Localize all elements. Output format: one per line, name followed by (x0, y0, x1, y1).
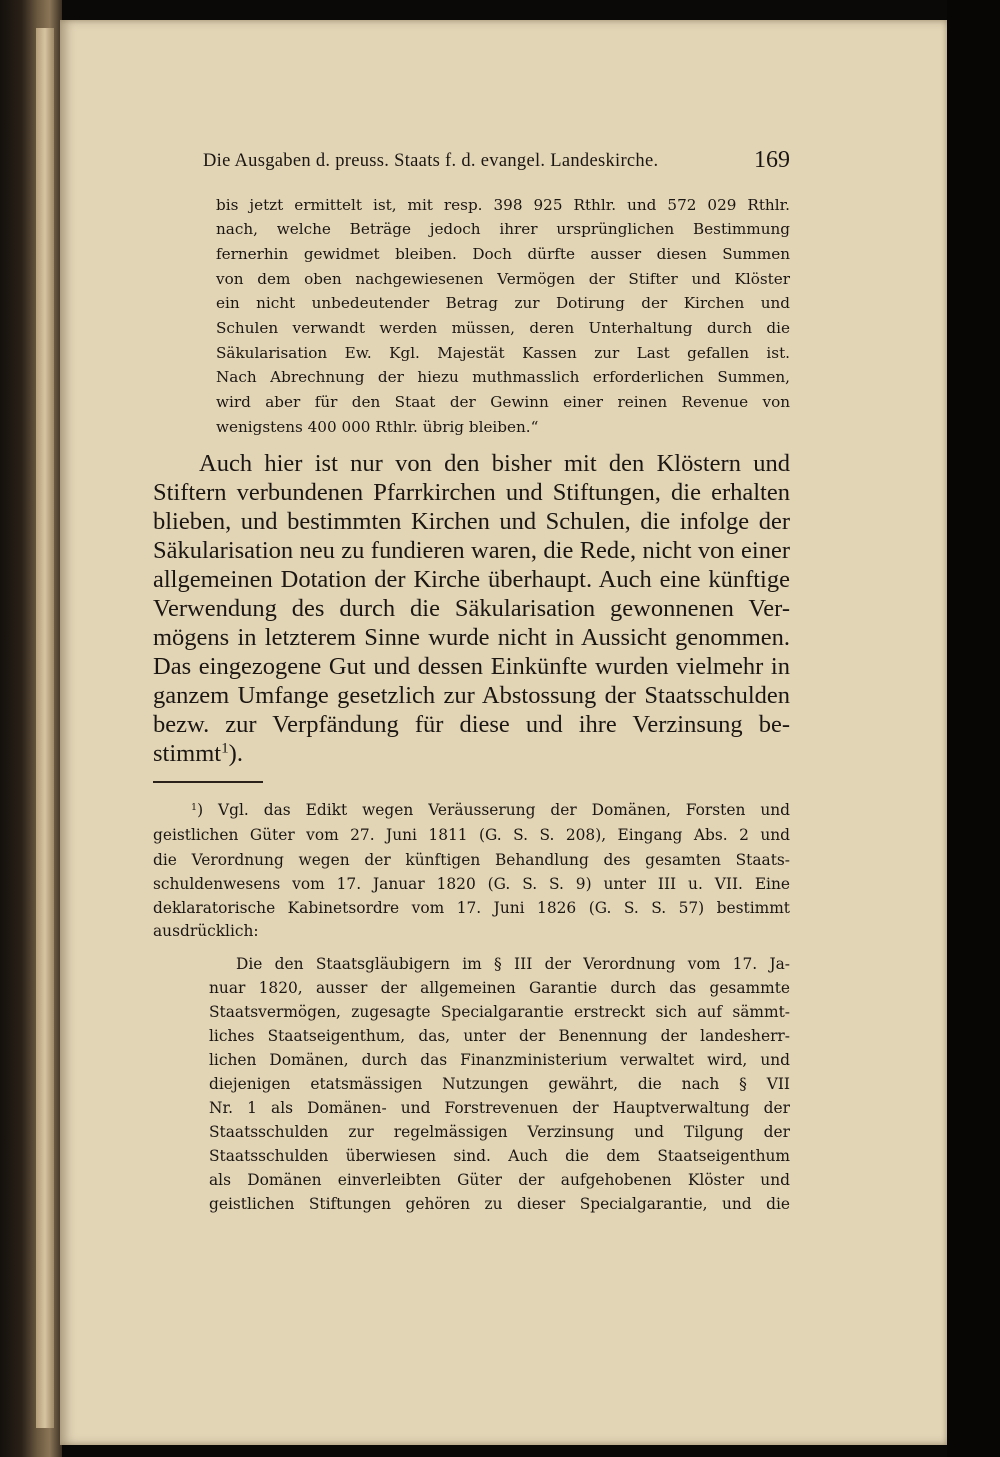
footnote-quote-text: Staatsvermögen, zugesagte Specialgarantie erstreckt sich auf sämmt- (209, 1003, 790, 1021)
body-line-text: ganzem Umfange gesetzlich zur Abstossung der Staatsschulden (153, 682, 790, 709)
footnote-quote-line (236, 955, 790, 973)
previous-page-edge (36, 28, 54, 1428)
quote-line (216, 393, 790, 411)
footnote-quote-text: geistlichen Stiftungen gehören zu dieser Specialgarantie, und die (209, 1195, 790, 1213)
body-line-text: allgemeinen Dotation der Kirche überhaupt. Auch eine künftige (153, 566, 790, 593)
footnote-quote-line (209, 1147, 790, 1165)
quote-line (216, 196, 790, 214)
footnote-line-text: ) Vgl. das Edikt wegen Veräusserung der Domänen, Forsten und (197, 801, 790, 819)
body-line (153, 595, 790, 623)
quote-line (216, 294, 790, 312)
footnote-separator (153, 781, 263, 783)
body-line-text: blieben, und bestimmten Kirchen und Schulen, die infolge der (153, 508, 790, 535)
footnote-quote-line (209, 1099, 790, 1117)
body-line (153, 653, 790, 681)
quote-line-text: von dem oben nachgewiesenen Vermögen der Stifter und Klöster (216, 270, 790, 288)
body-line-text: stimmt (153, 740, 222, 767)
footnote-quote-line (209, 979, 790, 997)
footnote-quote-text: nuar 1820, ausser der allgemeinen Garantie durch das gesammte (209, 979, 790, 997)
footnote-quote-line (209, 1027, 790, 1045)
footnote-quote-text: lichen Domänen, durch das Finanzministerium verwaltet wird, und (209, 1051, 790, 1069)
body-line (153, 711, 790, 739)
footnote-line (153, 851, 790, 869)
quote-line-text: Nach Abrechnung der hiezu muthmasslich erforderlichen Summen, (216, 368, 790, 386)
body-line (153, 624, 790, 652)
footnote-quote-text: Die den Staatsgläubigern im § III der Verordnung vom 17. Ja- (236, 955, 790, 973)
footnote-quote-line (209, 1051, 790, 1069)
footnote-quote-text: als Domänen einverleibten Güter der aufgehobenen Klöster und (209, 1171, 790, 1189)
footnote-line (153, 922, 259, 940)
quote-line-text: bis jetzt ermittelt ist, mit resp. 398 925 Rthlr. und 572 029 Rthlr. (216, 196, 790, 214)
quote-line-text: wenigstens 400 000 Rthlr. übrig bleiben.“ (216, 418, 539, 436)
body-line-text: Das eingezogene Gut und dessen Einkünfte wurden vielmehr in (153, 653, 790, 680)
quote-line (216, 368, 790, 386)
quote-line (216, 319, 790, 337)
body-line-text: bezw. zur Verpfändung für diese und ihre Verzinsung be- (153, 711, 790, 738)
page-number: 169 (754, 147, 790, 173)
running-title: Die Ausgaben d. preuss. Staats f. d. evangel. Landeskirche. (203, 151, 659, 171)
quote-line (216, 270, 790, 288)
quote-line (216, 418, 538, 436)
quote-line (216, 344, 790, 362)
body-line (199, 450, 790, 478)
body-line-text: Stiftern verbundenen Pfarrkirchen und Stiftungen, die erhalten (153, 479, 790, 506)
footnote-marker: 1 (191, 801, 198, 813)
footnote-line (153, 826, 790, 844)
footnote-quote-line (209, 1195, 790, 1213)
running-header (203, 147, 790, 177)
body-line (153, 566, 790, 594)
quote-line-text: Säkularisation Ew. Kgl. Majestät Kassen zur Last gefallen ist. (216, 344, 790, 362)
footnote-quote-text: Staatsschulden zur regelmässigen Verzinsung und Tilgung der (209, 1123, 790, 1141)
footnote-quote-line (209, 1171, 790, 1189)
footnote-line (153, 875, 790, 893)
quote-line-text: nach, welche Beträge jedoch ihrer ursprünglichen Bestimmung (216, 220, 790, 238)
footnote-quote-text: liches Staatseigenthum, das, unter der Benennung der landesherr- (209, 1027, 790, 1045)
quote-line-text: fernerhin gewidmet bleiben. Doch dürfte ausser diesen Summen (216, 245, 790, 263)
quote-line (216, 220, 790, 238)
body-line (153, 537, 790, 565)
footnote-quote-text: Staatsschulden überwiesen sind. Auch die dem Staatseigenthum (209, 1147, 790, 1165)
footnote-line (191, 801, 790, 819)
scan-background (947, 0, 1000, 1457)
footnote-quote-line (209, 1075, 790, 1093)
footnote-line-text: die Verordnung wegen der künftigen Behandlung des gesamten Staats- (153, 851, 790, 869)
body-line-text: mögens in letzterem Sinne wurde nicht in Aussicht genommen. (153, 624, 790, 651)
body-line-text: Säkularisation neu zu fundieren waren, die Rede, nicht von einer (153, 537, 790, 564)
body-line-text: Auch hier ist nur von den bisher mit den Klöstern und (199, 450, 790, 477)
body-line (153, 682, 790, 710)
body-line (153, 740, 243, 768)
footnote-quote-text: diejenigen etatsmässigen Nutzungen gewährt, die nach § VII (209, 1075, 790, 1093)
body-line-text: ). (228, 740, 243, 767)
quote-line-text: wird aber für den Staat der Gewinn einer reinen Revenue von (216, 393, 790, 411)
footnote-line-text: deklaratorische Kabinetsordre vom 17. Juni 1826 (G. S. S. 57) bestimmt (153, 899, 790, 917)
body-line (153, 508, 790, 536)
footnote-line (153, 899, 790, 917)
footnote-quote-text: Nr. 1 als Domänen- und Forstrevenuen der Hauptverwaltung der (209, 1099, 790, 1117)
footnote-line-text: schuldenwesens vom 17. Januar 1820 (G. S. S. 9) unter III u. VII. Eine (153, 875, 790, 893)
footnote-reference: 1 (221, 739, 229, 757)
quote-line-text: Schulen verwandt werden müssen, deren Unterhaltung durch die (216, 319, 790, 337)
footnote-line-text: ausdrücklich: (153, 922, 259, 940)
body-line-text: Verwendung des durch die Säkularisation gewonnenen Ver- (153, 595, 790, 622)
footnote-line-text: geistlichen Güter vom 27. Juni 1811 (G. S. S. 208), Eingang Abs. 2 und (153, 826, 790, 844)
body-line (153, 479, 790, 507)
quote-line-text: ein nicht unbedeutender Betrag zur Dotirung der Kirchen und (216, 294, 790, 312)
quote-line (216, 245, 790, 263)
footnote-quote-line (209, 1003, 790, 1021)
footnote-quote-line (209, 1123, 790, 1141)
